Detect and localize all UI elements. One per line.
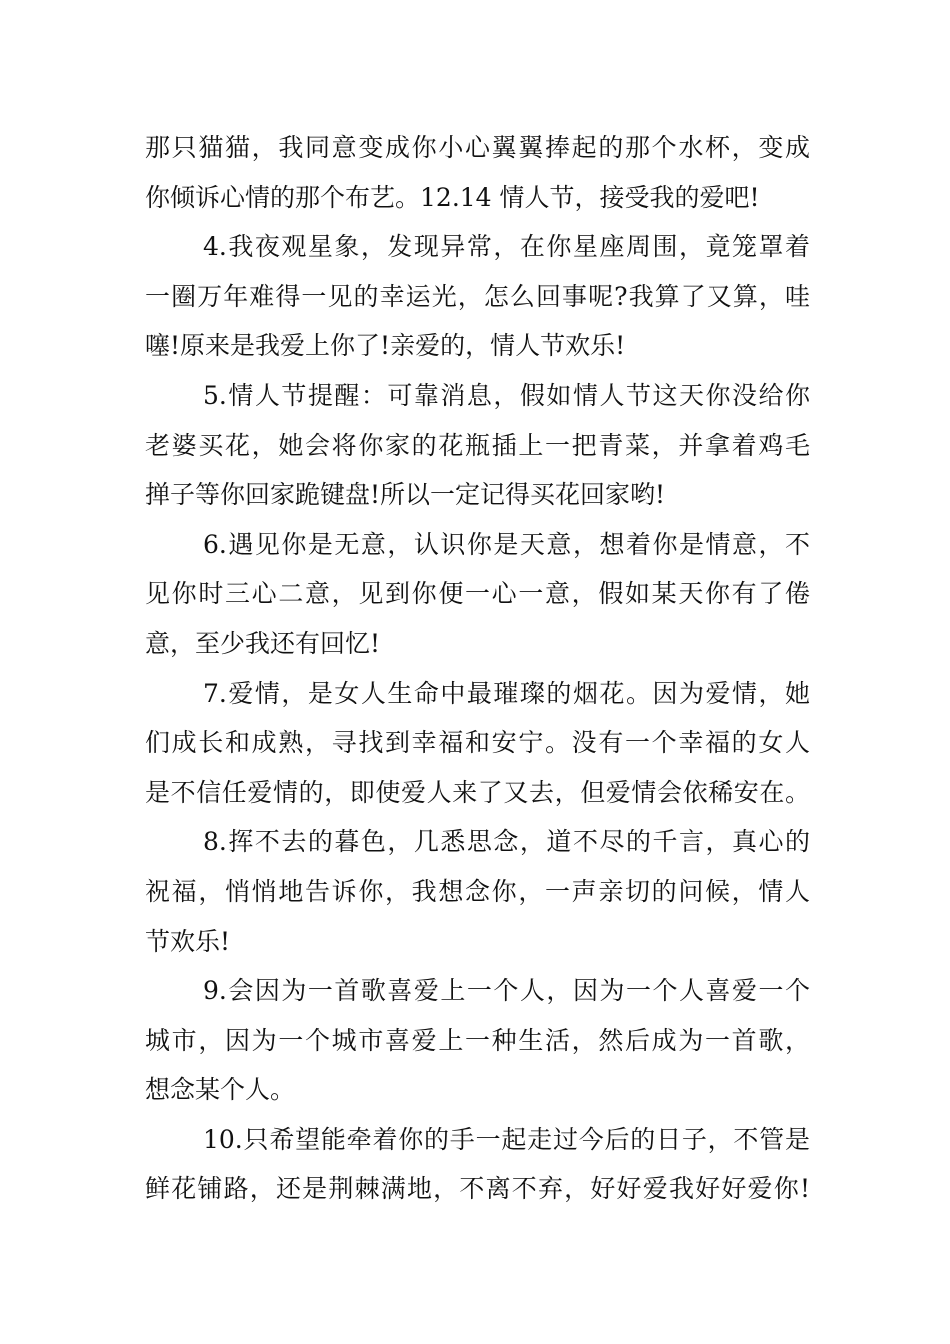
text-line: 7.爱情，是女人生命中最璀璨的烟花。因为爱情，她 <box>203 678 810 708</box>
text-line: 祝福，悄悄地告诉你，我想念你，一声亲切的问候，情人 <box>145 876 810 906</box>
paragraph-continuation <box>145 123 810 222</box>
paragraph-7 <box>145 669 810 818</box>
text-line: 一圈万年难得一见的幸运光，怎么回事呢?我算了又算，哇 <box>145 281 810 311</box>
text-line: 见你时三心二意，见到你便一心一意，假如某天你有了倦 <box>145 579 810 609</box>
text-line: 意，至少我还有回忆! <box>145 628 381 658</box>
text-line: 9.会因为一首歌喜爱上一个人，因为一个人喜爱一个 <box>203 976 810 1006</box>
paragraph-5 <box>145 371 810 520</box>
paragraph-4 <box>145 222 810 371</box>
text-line: 10.只希望能牵着你的手一起走过今后的日子，不管是 <box>203 1124 810 1154</box>
text-line: 城市，因为一个城市喜爱上一种生活，然后成为一首歌， <box>145 1025 810 1055</box>
paragraph-9 <box>145 966 810 1115</box>
text-line: 想念某个人。 <box>145 1075 296 1105</box>
text-line: 4.我夜观星象，发现异常，在你星座周围，竟笼罩着 <box>203 232 810 262</box>
text-line: 们成长和成熟，寻找到幸福和安宁。没有一个幸福的女人 <box>145 728 810 758</box>
text-line: 老婆买花，她会将你家的花瓶插上一把青菜，并拿着鸡毛 <box>145 430 810 460</box>
text-line: 噻!原来是我爱上你了!亲爱的，情人节欢乐! <box>145 331 626 361</box>
text-line: 你倾诉心情的那个布艺。12.14 情人节，接受我的爱吧! <box>145 182 760 212</box>
document-body <box>145 123 810 1214</box>
text-line: 掸子等你回家跪键盘!所以一定记得买花回家哟! <box>145 480 666 510</box>
paragraph-10 <box>145 1115 810 1214</box>
text-line: 是不信任爱情的，即使爱人来了又去，但爱情会依稀安在。 <box>145 777 810 807</box>
text-line: 8.挥不去的暮色，几悉思念，道不尽的千言，真心的 <box>203 827 810 857</box>
text-line: 6.遇见你是无意，认识你是天意，想着你是情意，不 <box>203 529 810 559</box>
text-line: 5.情人节提醒：可靠消息，假如情人节这天你没给你 <box>203 380 810 410</box>
text-line: 节欢乐! <box>145 926 231 956</box>
paragraph-6 <box>145 520 810 669</box>
text-line: 那只猫猫，我同意变成你小心翼翼捧起的那个水杯，变成 <box>145 133 810 162</box>
text-line: 鲜花铺路，还是荆棘满地，不离不弃，好好爱我好好爱你! <box>145 1174 810 1204</box>
paragraph-8 <box>145 817 810 966</box>
